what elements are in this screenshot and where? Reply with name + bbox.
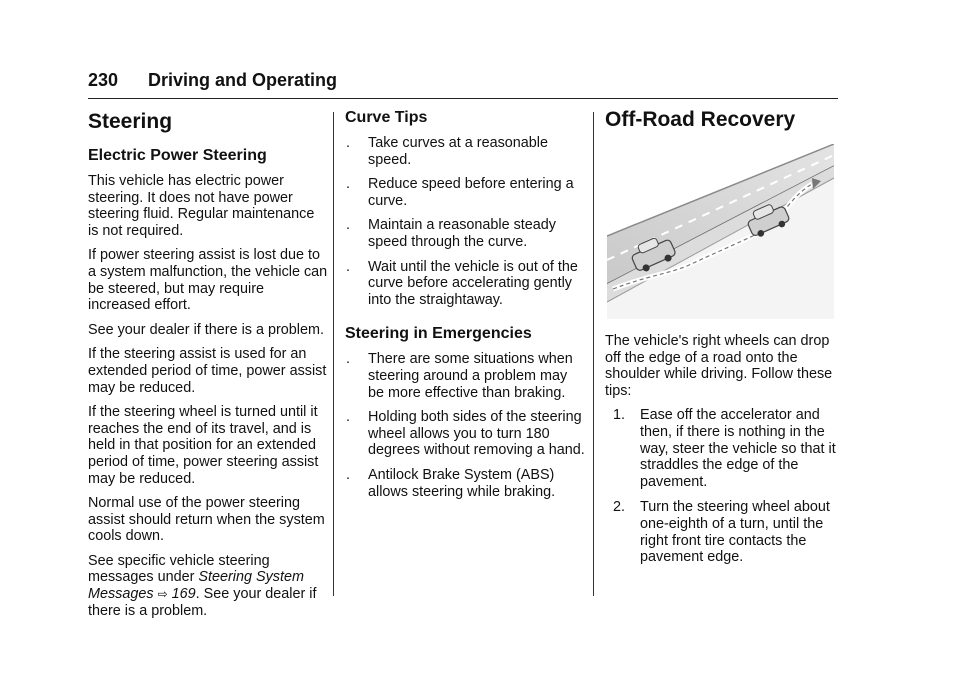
bullet-icon: . — [346, 176, 350, 193]
curve-tips-list — [345, 135, 585, 308]
list-item: . Maintain a reasonable steady speed through the curve. — [346, 217, 556, 250]
cross-reference-page[interactable]: 169 — [171, 586, 196, 603]
bullet-icon: . — [346, 351, 350, 368]
list-item: . There are some situations when steering around a problem may be more effective than braking. — [346, 351, 573, 401]
bullet-icon: . — [346, 258, 350, 275]
intro-paragraph: The vehicle's right wheels can drop off the edge of a road onto the shoulder while driving. Follow these tips: — [605, 333, 833, 399]
subsection-title-curve-tips: Curve Tips — [345, 109, 428, 126]
paragraph: This vehicle has electric power steering. It does not have power steering fluid. Regular maintenance is not required. — [88, 173, 315, 239]
paragraph: See your dealer if there is a problem. — [88, 321, 324, 338]
paragraph: Normal use of the power steering assist should return when the system cools down. — [88, 495, 325, 545]
paragraph-with-reference: See specific vehicle steering messages under Steering System Messages ⇨ 169. See your dealer if there is a problem. — [88, 552, 317, 619]
paragraph: If the steering wheel is turned until it reaches the end of its travel, and is held in that position for an extended period of time, power steering assist may be reduced. — [88, 404, 319, 487]
cross-reference-link[interactable]: Steering System Messages — [88, 569, 304, 603]
column-tips — [345, 108, 585, 508]
section-title-off-road-recovery: Off-Road Recovery — [605, 108, 796, 131]
list-item: 2. Turn the steering wheel about one-eighth of a turn, until the right front tire contacts the pavement edge. — [613, 499, 830, 566]
step-number: 1. — [613, 407, 626, 424]
chapter-title: Driving and Operating — [148, 70, 338, 90]
emergency-tips-list — [345, 351, 585, 500]
list-item: . Holding both sides of the steering wheel allows you to turn 180 degrees without removing a hand. — [346, 409, 585, 459]
column-off-road — [605, 108, 840, 575]
bullet-icon: . — [346, 409, 350, 426]
page-reference-arrow-icon: ⇨ — [157, 587, 168, 602]
list-item: . Reduce speed before entering a curve. — [346, 176, 574, 209]
off-road-recovery-illustration — [607, 144, 834, 319]
paragraph: If power steering assist is lost due to a system malfunction, the vehicle can be steered, but may require increased effort. — [88, 247, 328, 314]
subsection-title-eps: Electric Power Steering — [88, 147, 267, 164]
bullet-icon: . — [346, 135, 350, 151]
column-divider — [333, 112, 334, 596]
list-item: . Antilock Brake System (ABS) allows steering while braking. — [346, 466, 556, 500]
list-item: 1. Ease off the accelerator and then, if there is nothing in the way, steer the vehicle so that it straddles the edge of the pavement. — [613, 407, 836, 490]
column-divider — [593, 112, 594, 596]
section-title-steering: Steering — [88, 110, 173, 133]
paragraph: If the steering assist is used for an extended period of time, power assist may be reduced. — [88, 346, 327, 396]
bullet-icon: . — [346, 217, 350, 234]
step-number: 2. — [613, 499, 626, 516]
list-item: . Take curves at a reasonable speed. — [346, 135, 548, 168]
list-item: . Wait until the vehicle is out of the curve before accelerating gently into the straightaway. — [346, 258, 578, 308]
page-header — [88, 70, 838, 99]
page-number: 230 — [88, 70, 119, 90]
recovery-steps-list — [605, 407, 840, 565]
bullet-icon: . — [346, 466, 350, 483]
subsection-title-emergencies: Steering in Emergencies — [345, 325, 532, 343]
column-steering — [88, 108, 328, 627]
